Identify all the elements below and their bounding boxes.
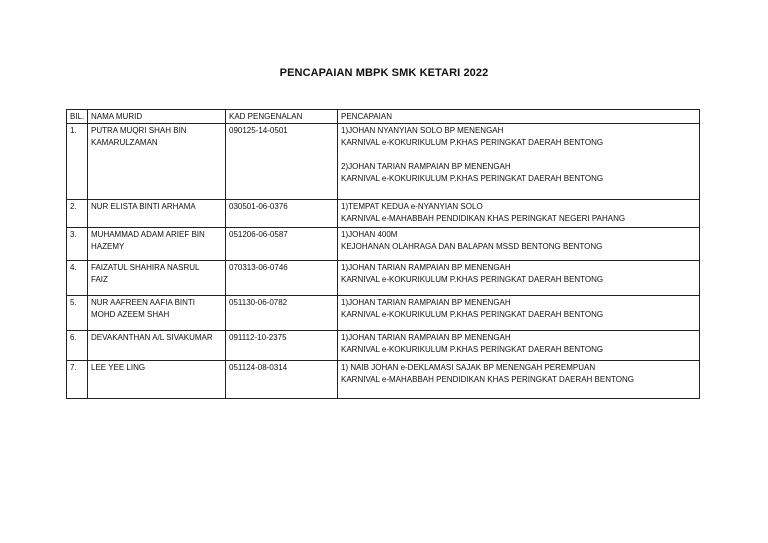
column-header-kad: KAD PENGENALAN xyxy=(226,110,338,124)
table-row xyxy=(67,261,700,296)
page-title: PENCAPAIAN MBPK SMK KETARI 2022 xyxy=(279,67,489,79)
cell-bil: 5. xyxy=(67,296,88,331)
name-line: PUTRA MUQRI SHAH BIN xyxy=(91,126,187,135)
name-line: HAZEMY xyxy=(91,242,125,251)
achievement-line: KARNIVAL e-KOKURIKULUM P.KHAS PERINGKAT DAERAH BENTONG xyxy=(341,310,604,319)
achievement-line: 1)JOHAN TARIAN RAMPAIAN BP MENENGAH xyxy=(341,263,511,272)
table-row xyxy=(67,124,700,200)
table-row xyxy=(67,296,700,331)
cell-pencapaian xyxy=(338,296,700,331)
cell-pencapaian xyxy=(338,331,700,361)
name-line: DEVAKANTHAN A/L SIVAKUMAR xyxy=(91,333,213,342)
cell-bil: 3. xyxy=(67,228,88,261)
achievement-line: KARNIVAL e-KOKURIKULUM P.KHAS PERINGKAT DAERAH BENTONG xyxy=(341,345,604,354)
name-line: LEE YEE LING xyxy=(91,363,146,372)
cell-nama xyxy=(88,361,226,399)
cell-bil: 7. xyxy=(67,361,88,399)
cell-nama xyxy=(88,200,226,228)
achievement-line: 1)TEMPAT KEDUA e-NYANYIAN SOLO xyxy=(341,202,483,211)
table-row xyxy=(67,228,700,261)
cell-kad: 051206-06-0587 xyxy=(226,228,338,261)
cell-bil: 1. xyxy=(67,124,88,200)
column-header-bil: BIL. xyxy=(67,110,88,124)
name-line: MUHAMMAD ADAM ARIEF BIN xyxy=(91,230,205,239)
achievement-line: KARNIVAL e-KOKURIKULUM P.KHAS PERINGKAT DAERAH BENTONG xyxy=(341,138,604,147)
cell-pencapaian xyxy=(338,228,700,261)
name-line: KAMARULZAMAN xyxy=(91,138,158,147)
name-line: FAIZ xyxy=(91,275,108,284)
table-row xyxy=(67,331,700,361)
table-header-row xyxy=(67,110,700,124)
cell-nama xyxy=(88,228,226,261)
table-row xyxy=(67,361,700,399)
cell-kad: 051130-06-0782 xyxy=(226,296,338,331)
cell-pencapaian xyxy=(338,361,700,399)
cell-pencapaian xyxy=(338,261,700,296)
achievement-line: 1)JOHAN NYANYIAN SOLO BP MENENGAH xyxy=(341,126,504,135)
achievement-line: KARNIVAL e-MAHABBAH PENDIDIKAN KHAS PERINGKAT NEGERI PAHANG xyxy=(341,214,626,223)
achievement-line: 1)JOHAN 400M xyxy=(341,230,398,239)
column-header-nama: NAMA MURID xyxy=(88,110,226,124)
cell-pencapaian xyxy=(338,200,700,228)
achievement-table xyxy=(66,109,700,399)
table-row xyxy=(67,200,700,228)
column-header-pencapaian: PENCAPAIAN xyxy=(338,110,700,124)
name-line: NUR ELISTA BINTI ARHAMA xyxy=(91,202,196,211)
achievement-line: 2)JOHAN TARIAN RAMPAIAN BP MENENGAH xyxy=(341,162,511,171)
cell-kad: 051124-08-0314 xyxy=(226,361,338,399)
name-line: NUR AAFREEN AAFIA BINTI xyxy=(91,298,196,307)
achievement-line: KEJOHANAN OLAHRAGA DAN BALAPAN MSSD BENTONG BENTONG xyxy=(341,242,603,251)
cell-bil: 4. xyxy=(67,261,88,296)
achievement-line: 1)JOHAN TARIAN RAMPAIAN BP MENENGAH xyxy=(341,333,511,342)
name-line: MOHD AZEEM SHAH xyxy=(91,310,170,319)
cell-nama xyxy=(88,331,226,361)
achievement-line: 1)JOHAN TARIAN RAMPAIAN BP MENENGAH xyxy=(341,298,511,307)
cell-kad: 030501-06-0376 xyxy=(226,200,338,228)
cell-bil: 2. xyxy=(67,200,88,228)
cell-pencapaian xyxy=(338,124,700,200)
cell-bil: 6. xyxy=(67,331,88,361)
cell-nama xyxy=(88,261,226,296)
cell-kad: 090125-14-0501 xyxy=(226,124,338,200)
cell-kad: 070313-06-0746 xyxy=(226,261,338,296)
cell-nama xyxy=(88,296,226,331)
achievement-line: KARNIVAL e-MAHABBAH PENDIDIKAN KHAS PERINGKAT DAERAH BENTONG xyxy=(341,375,634,384)
cell-nama xyxy=(88,124,226,200)
line-gap xyxy=(341,149,696,161)
cell-kad: 091112-10-2375 xyxy=(226,331,338,361)
achievement-line: 1) NAIB JOHAN e-DEKLAMASI SAJAK BP MENENGAH PEREMPUAN xyxy=(341,363,596,372)
achievement-line: KARNIVAL e-KOKURIKULUM P.KHAS PERINGKAT DAERAH BENTONG xyxy=(341,275,604,284)
name-line: FAIZATUL SHAHIRA NASRUL xyxy=(91,263,200,272)
achievement-line: KARNIVAL e-KOKURIKULUM P.KHAS PERINGKAT DAERAH BENTONG xyxy=(341,174,604,183)
